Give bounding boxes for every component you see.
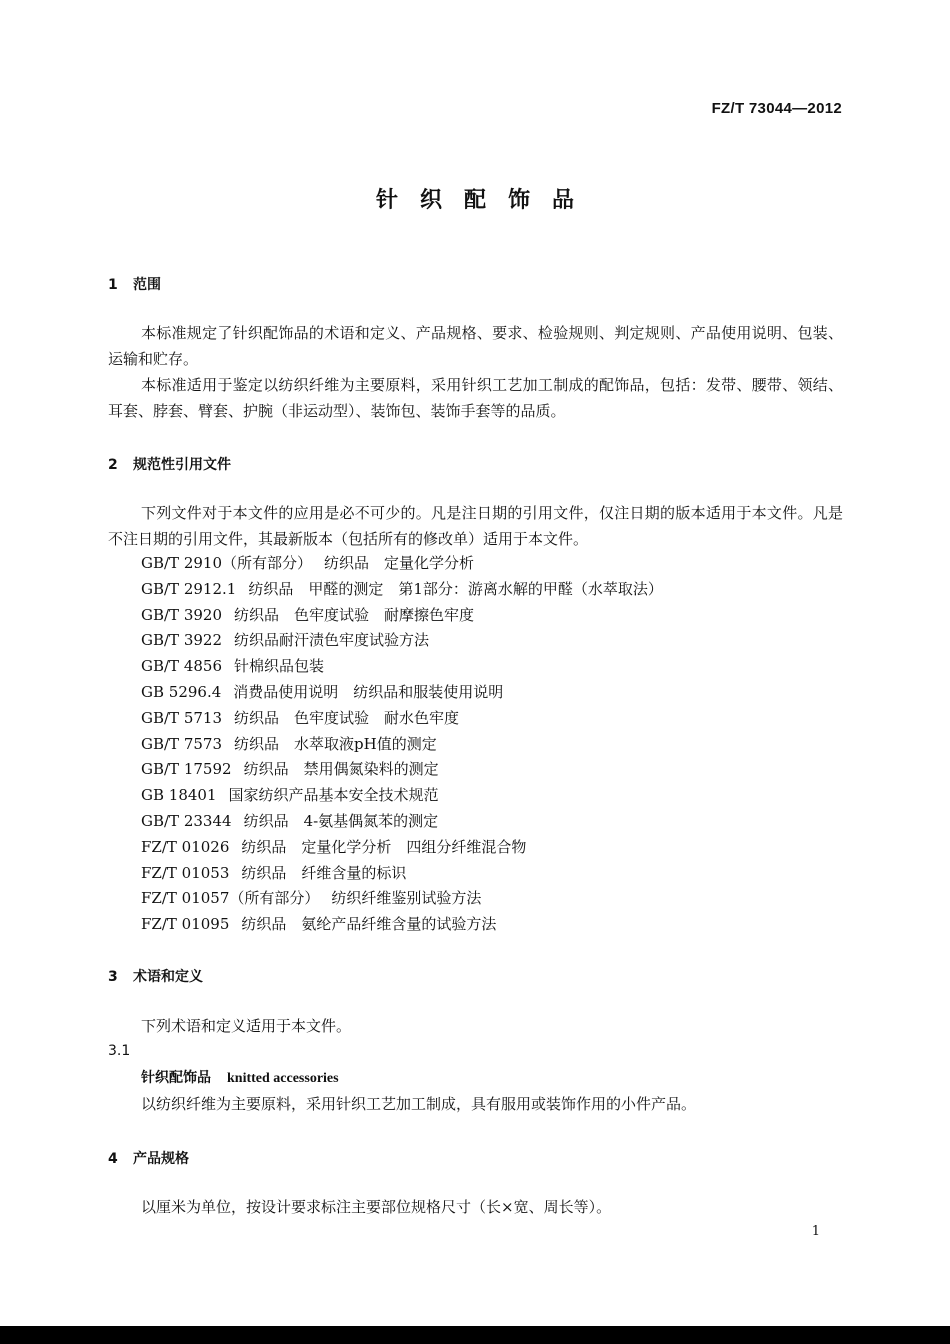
reference-code: GB/T 23344 [141, 811, 232, 830]
section-number: 2 [108, 457, 118, 473]
section-4-heading [108, 1148, 189, 1168]
reference-code: GB/T 3922 [141, 631, 223, 650]
reference-name: 消费品使用说明 纺织品和服装使用说明 [233, 682, 504, 701]
reference-name: 纺织品 4-氨基偶氮苯的测定 [243, 811, 439, 830]
reference-code: GB/T 4856 [141, 657, 223, 676]
section-2-heading [108, 454, 231, 474]
term-number: 3.1 [108, 1043, 131, 1059]
term-entry [141, 1067, 339, 1087]
scope-paragraph-2: 本标准适用于鉴定以纺织纤维为主要原料，采用针织工艺加工制成的配饰品，包括：发带、腰带、领结、耳套、脖套、臂套、护腕（非运动型）、装饰包、装饰手套等的品质。 [108, 376, 843, 420]
reference-name: 纺织品 定量化学分析 四组分纤维混合物 [241, 837, 527, 856]
standard-code: FZ/T 73044—2012 [711, 100, 842, 117]
reference-code: GB 5296.4 [141, 682, 222, 701]
section-1-heading [108, 274, 161, 294]
reference-item [141, 809, 663, 835]
reference-code: GB 18401 [141, 786, 217, 805]
product-spec-text: 以厘米为单位，按设计要求标注主要部位规格尺寸（长×宽、周长等）。 [141, 1198, 612, 1216]
reference-item [141, 551, 663, 577]
reference-list [141, 551, 663, 938]
reference-item [141, 680, 663, 706]
document-title: 针织配饰品 [375, 188, 596, 213]
reference-name: 国家纺织产品基本安全技术规范 [228, 786, 439, 805]
reference-code: GB/T 2910（所有部分） [141, 554, 313, 572]
reference-code: GB/T 2912.1 [141, 579, 237, 598]
reference-name: 纺织品 水萃取液pH值的测定 [234, 734, 437, 753]
normative-references-intro: 下列文件对于本文件的应用是必不可少的。凡是注日期的引用文件，仅注日期的版本适用于本文件。凡是不注日期的引用文件，其最新版本（包括所有的修改单）适用于本文件。 [108, 504, 843, 548]
reference-name: 纺织纤维鉴别试验方法 [331, 889, 482, 908]
reference-code: GB/T 7573 [141, 734, 223, 753]
section-title: 范围 [133, 277, 161, 293]
page-number: 1 [811, 1224, 820, 1239]
reference-name: 针棉织品包装 [234, 657, 325, 676]
reference-name: 纺织品 甲醛的测定 第1部分：游离水解的甲醛（水萃取法） [248, 579, 663, 598]
reference-code: FZ/T 01095 [141, 915, 230, 934]
reference-item [141, 603, 663, 629]
reference-name: 纺织品耐汗渍色牢度试验方法 [234, 631, 430, 650]
reference-item [141, 783, 663, 809]
reference-item [141, 628, 663, 654]
reference-name: 纺织品 色牢度试验 耐摩擦色牢度 [234, 605, 475, 624]
section-3-heading [108, 966, 203, 986]
reference-name: 纺织品 定量化学分析 [324, 554, 475, 572]
reference-item [141, 912, 663, 938]
reference-item [141, 706, 663, 732]
section-number: 3 [108, 969, 118, 985]
reference-code: FZ/T 01026 [141, 837, 230, 856]
section-title: 规范性引用文件 [133, 457, 231, 473]
reference-name: 纺织品 纤维含量的标识 [241, 863, 407, 882]
reference-item [141, 654, 663, 680]
section-number: 4 [108, 1151, 118, 1167]
reference-item [141, 732, 663, 758]
scope-paragraph-1: 本标准规定了针织配饰品的术语和定义、产品规格、要求、检验规则、判定规则、产品使用说明、包装、运输和贮存。 [108, 324, 843, 368]
reference-name: 纺织品 色牢度试验 耐水色牢度 [234, 708, 460, 727]
reference-item [141, 886, 663, 912]
section-number: 1 [108, 277, 118, 293]
reference-item [141, 835, 663, 861]
reference-code: FZ/T 01057（所有部分） [141, 889, 320, 908]
reference-item [141, 577, 663, 603]
reference-code: FZ/T 01053 [141, 863, 230, 882]
reference-name: 纺织品 氨纶产品纤维含量的试验方法 [241, 915, 497, 934]
reference-item [141, 757, 663, 783]
reference-item [141, 861, 663, 887]
section-title: 术语和定义 [133, 969, 203, 985]
reference-name: 纺织品 禁用偶氮染料的测定 [243, 760, 439, 779]
term-definition: 以纺织纤维为主要原料，采用针织工艺加工制成，具有服用或装饰作用的小件产品。 [141, 1095, 697, 1113]
bottom-border [0, 1326, 950, 1344]
terms-intro: 下列术语和定义适用于本文件。 [141, 1017, 352, 1035]
reference-code: GB/T 17592 [141, 760, 232, 779]
reference-code: GB/T 3920 [141, 605, 223, 624]
term-chinese: 针织配饰品 [141, 1070, 211, 1086]
term-english: knitted accessories [227, 1071, 339, 1086]
reference-code: GB/T 5713 [141, 708, 223, 727]
section-title: 产品规格 [133, 1151, 189, 1167]
